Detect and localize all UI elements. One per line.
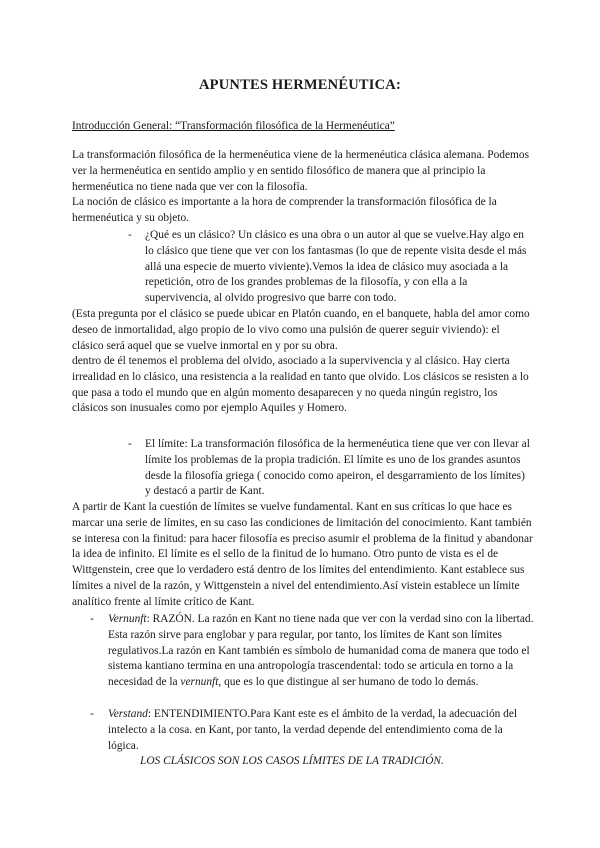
- paragraph-classic-notion: La noción de clásico es importante a la hora de comprender la transformación filosófica de la hermenéutica y su objeto.: [72, 196, 497, 224]
- term-vernunft: Vernunft: [108, 613, 147, 625]
- bullet-dash: -: [128, 229, 132, 241]
- term-verstand: Verstand: [108, 708, 148, 720]
- bullet-vernunft: [108, 612, 534, 691]
- vernunft-text-b: , que es lo que distingue al ser humano de todo lo demás.: [218, 676, 479, 689]
- paragraph-oblivion: dentro de él tenemos el problema del olvido, asociado a la supervivencia y al clásico. Hay cierta irrealidad en lo clásico, una resistencia a la realidad en tanto que olvido. Los clásicos se resisten a lo que pasa a todo el mundo que en algún momento desaparecen y no queda ningún registro, los clásicos son inusuales como por ejemplo Aquiles y Homero.: [72, 355, 529, 415]
- term-vernunft-inline: vernunft: [180, 676, 219, 689]
- bullet-dash: -: [90, 613, 94, 625]
- bullet-the-limit: El límite: La transformación filosófica de la hermenéutica tiene que ver con llevar al límite los problemas de la propia tradición. El límite es uno de los grandes asuntos desde la filosofía griega ( conocido como apeiron, el desgarramiento de los límites) y destacó a partir de Kant.: [145, 438, 530, 498]
- bullet-dash: -: [128, 438, 132, 450]
- vernunft-text-a: : RAZÓN. La razón en Kant no tiene nada que ver con la verdad sino con la libertad. Esta razón sirve para englobar y para regular, por tanto, los límites de Kant son límites regulativos.La razón en Kant también es símbolo de humanidad coma de manera que todo el sistema kantiano termina en una antropología trascendental: todo se articula en torno a la necesidad de la: [108, 613, 534, 689]
- bullet-verstand: [108, 707, 534, 754]
- paragraph-plato: (Esta pregunta por el clásico se puede ubicar en Platón cuando, en el banquete, habla del amor como deseo de inmortalidad, algo propio de lo vivo como una pulsión de querer seguir viviendo): el clásico será aquel que se vuelve inmortal en y por su obra.: [72, 308, 530, 352]
- bullet-what-is-classic: ¿Qué es un clásico? Un clásico es una obra o un autor al que se vuelve.Hay algo en lo clásico que tiene que ver con los fantasmas (lo que de repente visita desde el más allá una especie de muerto viviente).Vemos la idea de clásico muy asociada a la repetición, otro de los grandes problemas de la filosofía, y con ella a la supervivencia, al olvido progresivo que barre con todo.: [145, 229, 527, 305]
- section-subtitle: Introducción General: “Transformación filosófica de la Hermenéutica”: [72, 120, 395, 132]
- closing-statement: LOS CLÁSICOS SON LOS CASOS LÍMITES DE LA TRADICIÓN.: [140, 755, 444, 767]
- bullet-dash: -: [90, 708, 94, 720]
- verstand-text: : ENTENDIMIENTO.Para Kant este es el ámbito de la verdad, la adecuación del intelecto a la cosa. en Kant, por tanto, la verdad depende del entendimiento coma de la lógica.: [108, 708, 518, 752]
- paragraph-kant-limits: A partir de Kant la cuestión de límites se vuelve fundamental. Kant en sus críticas lo que hace es marcar una serie de límites, en su caso las condiciones de limitación del conocimiento. Kant también se interesa con la finitud: para hacer filosofía es preciso asumir el problema de la finitud y abandonar la idea de infinito. El límite es el sello de la finitud de lo humano. Otro punto de vista es el de Wittgenstein, cree que lo verdadero está dentro de los límites del entendimiento. Kant establece sus límites a nivel de la razón, y Wittgenstein a nivel del entendimiento.Así vistein establece un límite analítico frente al límite crítico de Kant.: [72, 501, 533, 608]
- paragraph-intro: La transformación filosófica de la hermenéutica viene de la hermenéutica clásica alemana. Podemos ver la hermenéutica en sentido amplio y en sentido filosófico de manera que al principio la hermenéutica no tiene nada que ver con la filosofía.: [72, 149, 529, 193]
- page-title: APUNTES HERMENÉUTICA:: [199, 77, 401, 93]
